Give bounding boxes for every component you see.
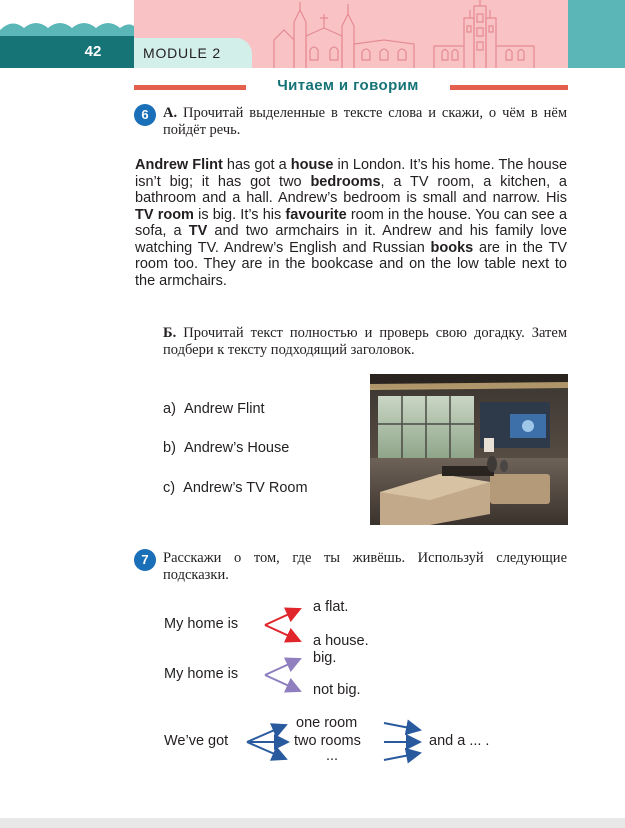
exercise-6-number: 6 xyxy=(134,104,156,126)
section-rule-right xyxy=(450,85,568,90)
option-text: Andrew Flint xyxy=(183,401,265,417)
task-a-letter: А. xyxy=(163,105,178,121)
option-letter: a) xyxy=(163,401,176,417)
section-title: Читаем и говорим xyxy=(277,77,419,94)
hint2-option-big: big. xyxy=(313,650,337,666)
key-word: Andrew Flint xyxy=(135,157,223,173)
task-a-instruction xyxy=(163,105,567,139)
option-c xyxy=(163,480,308,496)
hint1-option-house: a house. xyxy=(313,633,369,649)
wave-decoration xyxy=(0,0,134,40)
exercise-7-instruction: Расскажи о том, где ты живёшь. Используй следующие подсказки. xyxy=(163,550,567,583)
option-text: Andrew’s TV Room xyxy=(183,480,308,496)
option-letter: c) xyxy=(163,480,176,496)
story-fragment: room in the house. You can see a sofa, a xyxy=(135,206,568,239)
task-a-text: Прочитай выделенные в тексте слова и скажи, о чём в нём пойдёт речь. xyxy=(163,105,568,138)
hint1-lead: My home is xyxy=(164,616,239,632)
exercise-7-number: 7 xyxy=(134,549,156,571)
page-bottom-edge xyxy=(0,818,625,828)
header-right-block xyxy=(568,0,625,68)
key-word: house xyxy=(290,157,334,173)
header-bar xyxy=(0,36,134,68)
option-a xyxy=(163,401,265,417)
hint3-option-one-room: one room xyxy=(296,715,358,731)
story-fragment: and two armchairs in it. Andrew and his family love watching TV. Andrew’s English and Russian xyxy=(135,223,567,256)
hint2-option-not-big: not big. xyxy=(313,682,361,698)
hint3-option-ellipsis: ... xyxy=(326,748,339,764)
story-fragment: is big. It’s his xyxy=(193,206,286,223)
key-word: books xyxy=(430,239,474,256)
task-b-text: Прочитай текст полностью и проверь свою догадку. Затем подбери к тексту подходящий заголовок. xyxy=(163,325,568,358)
story-fragment: has got a xyxy=(222,157,291,173)
section-rule-left xyxy=(134,85,246,90)
hint3-tail: and a ... . xyxy=(429,733,490,749)
hint1-option-flat: a flat. xyxy=(313,599,349,615)
key-word: bedrooms xyxy=(310,173,381,190)
story-fragment: are in the TV room too. They are in the bookcase and on the low table next to the armchairs. xyxy=(135,239,568,289)
module-label: MODULE 2 xyxy=(143,45,221,61)
key-word: favourite xyxy=(285,206,347,223)
task-b-letter: Б. xyxy=(163,325,177,341)
story-fragment: , a TV room, a kitchen, a bathroom and a hall. Andrew’s bedroom is small and narrow. His xyxy=(135,173,567,206)
hint3-lead: We’ve got xyxy=(164,733,229,749)
living-room-photo xyxy=(370,374,568,525)
story-fragment: in London. It’s his home. The house isn’t big; it has got two xyxy=(135,157,568,190)
red-arrows xyxy=(265,609,300,641)
purple-arrows xyxy=(265,659,300,691)
story-text xyxy=(135,157,567,289)
page-number: 42 xyxy=(84,43,102,60)
option-b xyxy=(163,440,289,456)
option-text: Andrew’s House xyxy=(183,440,290,456)
task-b-instruction xyxy=(163,325,567,359)
header-left-block xyxy=(0,0,134,68)
hint2-lead: My home is xyxy=(164,666,239,682)
key-word: TV room xyxy=(135,206,194,223)
hint3-option-two-rooms: two rooms xyxy=(294,733,361,749)
option-letter: b) xyxy=(163,440,176,456)
key-word: TV xyxy=(188,223,208,239)
